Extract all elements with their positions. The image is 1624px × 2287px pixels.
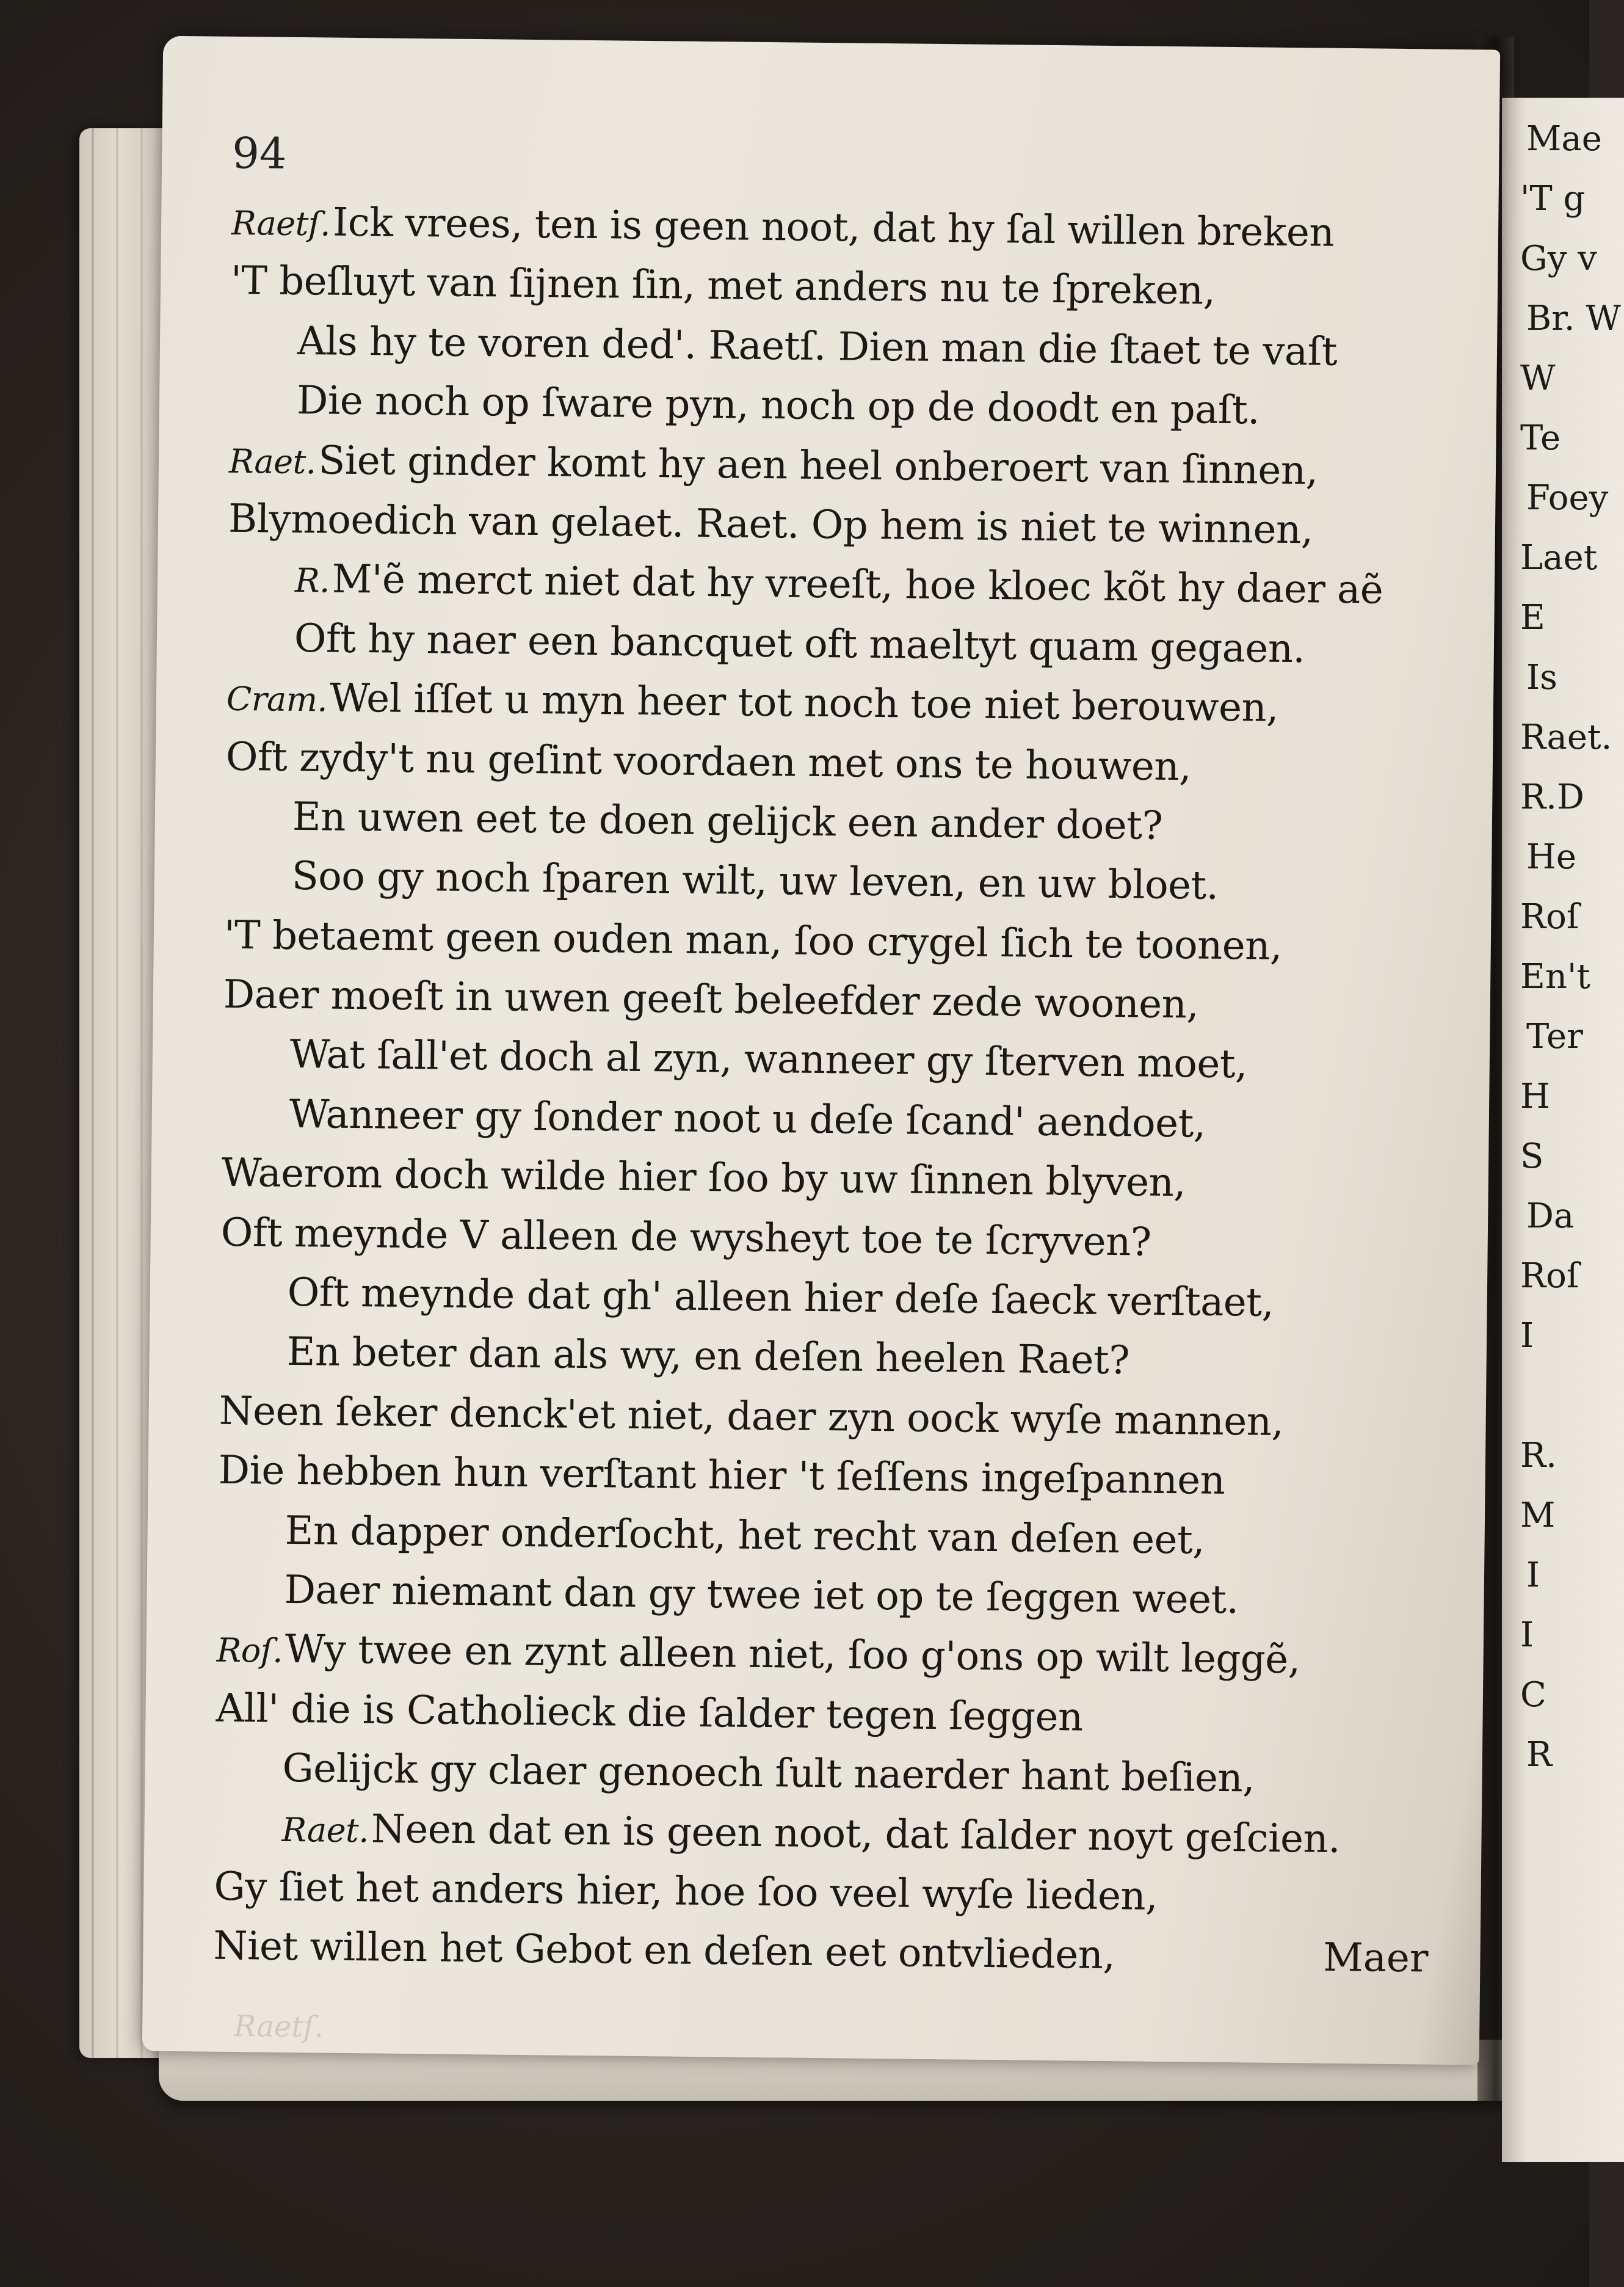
right-page-fragment: En't: [1520, 957, 1590, 997]
verse-text: Daer moeſt in uwen geeſt beleefder zede woonen,: [223, 972, 1199, 1028]
right-page-fragment: He: [1526, 837, 1576, 877]
verse-text: Oft meynde dat gh' alleen hier deſe ſaeck verſtaet,: [287, 1270, 1274, 1326]
verse-text: Die noch op ſware pyn, noch op de doodt en paſt.: [296, 378, 1260, 434]
right-page-fragment: H: [1520, 1077, 1550, 1116]
right-page-fragment: C: [1520, 1675, 1546, 1715]
right-page-fragment: Te: [1520, 418, 1561, 458]
left-page: [142, 36, 1500, 2065]
speaker-label: R.: [294, 561, 330, 600]
verse-text: All' die is Catholieck die ſalder tegen ſeggen: [216, 1685, 1084, 1740]
verse-text: Siet ginder komt hy aen heel onberoert van ſinnen,: [318, 437, 1318, 494]
right-page-fragment: Da: [1526, 1196, 1575, 1236]
verse-text-block: [213, 192, 1452, 1990]
right-page-fragment: I: [1520, 1316, 1534, 1356]
verse-text: Oft meynde V alleen de wysheyt toe te ſcryven?: [220, 1210, 1151, 1265]
verse-text: Die hebben hun verſtant hier 't ſeſſens ingeſpannen: [218, 1447, 1225, 1504]
right-page-fragment: R.D: [1520, 777, 1584, 817]
right-page-fragment: 'T g: [1520, 179, 1586, 219]
verse-text: Gy ſiet het anders hier, hoe ſoo veel wyſe lieden,: [214, 1864, 1158, 1919]
right-page-fragment: Roſ: [1520, 897, 1579, 937]
catchword: Maer: [1322, 1935, 1429, 1982]
right-page-fragment: Br. W: [1526, 299, 1621, 338]
verse-text: Gelijck gy claer genoech ſult naerder hant beſien,: [282, 1745, 1255, 1802]
verse-text: En dapper onderſocht, het recht van deſen eet,: [285, 1508, 1205, 1563]
right-page-fragment: Foey: [1526, 478, 1609, 518]
right-page-fragment: Gy v: [1520, 239, 1597, 278]
verse-text: Ick vrees, ten is geen noot, dat hy ſal willen breken: [332, 200, 1335, 256]
right-page-fragment: Raet.: [1520, 718, 1612, 757]
speaker-label: Raet.: [281, 1810, 369, 1850]
right-page-fragment: I: [1520, 1615, 1534, 1655]
verse-text: 'T beſluyt van ſijnen ſin, met anders nu te ſpreken,: [230, 258, 1216, 315]
right-page-fragment: Mae: [1526, 119, 1602, 159]
right-page-fragment: E: [1520, 598, 1545, 638]
right-page-fragment: M: [1520, 1496, 1556, 1535]
verse-text: En uwen eet te doen gelijck een ander doet?: [292, 794, 1163, 849]
verse-text: Soo gy noch ſparen wilt, uw leven, en uw bloet.: [291, 854, 1219, 909]
verse-text: Oft zydy't nu geſint voordaen met ons te houwen,: [225, 734, 1192, 790]
verse-text: Niet willen het Gebot en deſen eet ontvlieden,: [213, 1923, 1115, 1979]
right-page-fragment: R: [1526, 1735, 1553, 1775]
show-through-text: Raetſ.: [233, 2009, 324, 2045]
speaker-label: Raetſ.: [231, 203, 331, 244]
right-page-sliver: [1502, 98, 1624, 2162]
right-page-fragment: I: [1526, 1555, 1540, 1595]
verse-text: M'ẽ merct niet dat hy vreeſt, hoe kloec kõt hy daer aẽ: [332, 556, 1383, 613]
right-page-fragment: Laet: [1520, 538, 1598, 578]
right-page-fragment: Roſ: [1520, 1256, 1579, 1296]
speaker-label: Roſ.: [216, 1631, 283, 1671]
verse-text: Wy twee en zynt alleen niet, ſoo g'ons op wilt leggẽ,: [285, 1627, 1300, 1683]
verse-text: Neen dat en is geen noot, dat ſalder noyt geſcien.: [371, 1806, 1341, 1862]
verse-text: Blymoedich van gelaet. Raet. Op hem is niet te winnen,: [228, 496, 1313, 553]
speaker-label: Raet.: [228, 442, 316, 481]
verse-text: Wanneer gy ſonder noot u deſe ſcand' aendoet,: [289, 1091, 1206, 1147]
page-number: 94: [231, 128, 287, 179]
verse-line: [213, 1917, 1435, 1989]
verse-text: Daer niemant dan gy twee iet op te ſeggen weet.: [284, 1567, 1239, 1623]
right-page-fragment: W: [1520, 358, 1556, 398]
verse-text: Wat ſall'et doch al zyn, wanneer gy ſterven moet,: [289, 1032, 1248, 1088]
verse-text: En beter dan als wy, en deſen heelen Raet?: [286, 1329, 1130, 1384]
verse-text: Als hy te voren ded'. Raetſ. Dien man die ſtaet te vaſt: [297, 318, 1338, 375]
verse-text: 'T betaemt geen ouden man, ſoo crygel ſich te toonen,: [223, 912, 1283, 969]
right-page-fragment: Ter: [1526, 1017, 1583, 1056]
verse-text: Waerom doch wilde hier ſoo by uw ſinnen blyven,: [221, 1150, 1186, 1206]
verse-text: Neen ſeker denck'et niet, daer zyn oock wyſe mannen,: [219, 1388, 1284, 1445]
right-page-fragment: Is: [1526, 658, 1557, 697]
speaker-label: Cram.: [226, 679, 328, 719]
right-page-fragment: R.: [1520, 1436, 1557, 1475]
right-page-fragment: S: [1520, 1136, 1544, 1176]
verse-text: Oft hy naer een bancquet oft maeltyt quam gegaen.: [294, 616, 1305, 672]
verse-text: Wel iſſet u myn heer tot noch toe niet berouwen,: [329, 675, 1279, 731]
